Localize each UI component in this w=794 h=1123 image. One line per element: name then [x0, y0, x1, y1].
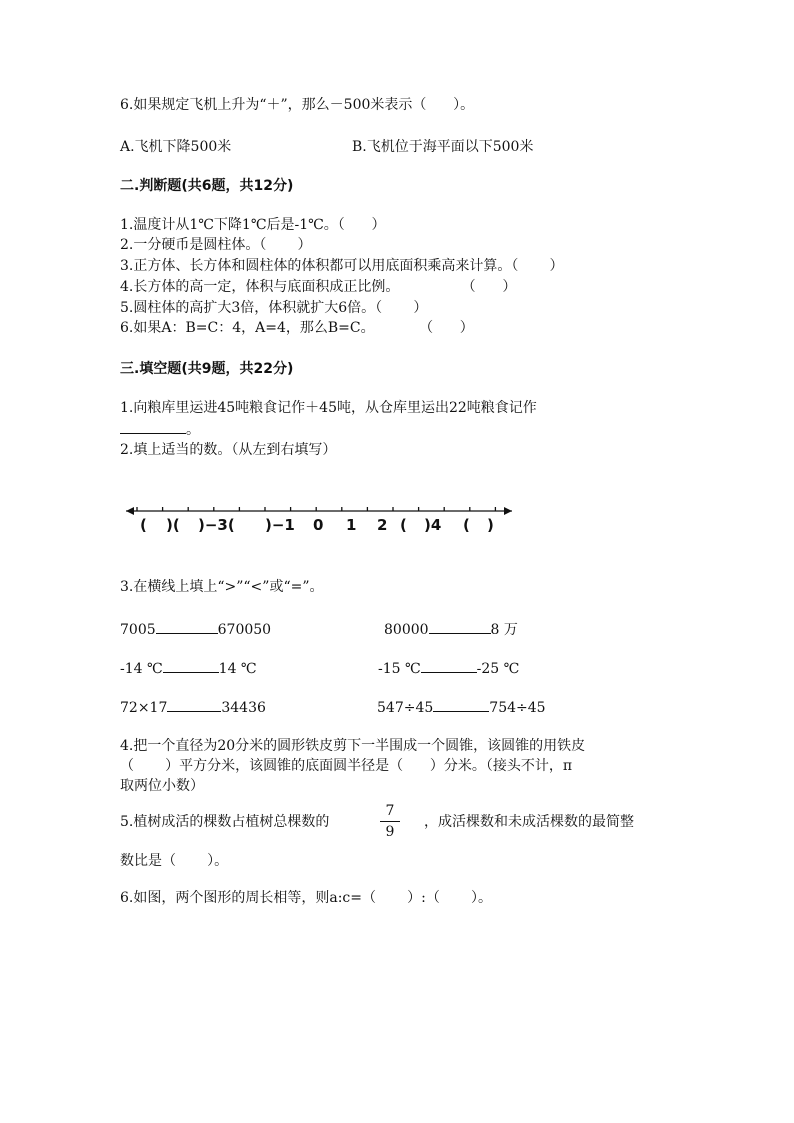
- nl-label-1: (: [140, 516, 147, 534]
- fill-q1-line2: 。: [120, 419, 200, 439]
- nl-label-11: ): [487, 516, 494, 534]
- answer-blank[interactable]: [433, 697, 489, 712]
- answer-blank[interactable]: [429, 619, 491, 634]
- nl-label-4: )−1: [265, 516, 295, 534]
- nl-label-6: 1: [346, 516, 357, 534]
- nl-label-7: 2: [377, 516, 388, 534]
- compare-4: -15 ℃ -25 ℃: [378, 658, 519, 678]
- fill-q4-line2: （ ）平方分米，该圆锥的底面圆半径是（ ）分米。（接头不计，π: [120, 758, 573, 774]
- judge-item-5: 5.圆柱体的高扩大3倍，体积就扩大6倍。（ ）: [120, 300, 428, 316]
- fill-q4-line1: 4.把一个直径为20分米的圆形铁皮剪下一半围成一个圆锥，该圆锥的用铁皮: [120, 738, 586, 754]
- nl-label-10: (: [463, 516, 470, 534]
- fill-q5-before: 5.植树成活的棵数占植树总棵数的: [120, 814, 330, 830]
- fill-q6: 6.如图，两个图形的周长相等，则a:c=（ ）:（ ）。: [120, 890, 493, 906]
- judge-item-4: 4.长方体的高一定，体积与底面积成正比例。 （ ）: [120, 279, 517, 295]
- judge-item-1: 1.温度计从1℃下降1℃后是-1℃。（ ）: [120, 217, 386, 233]
- nl-label-9: )4: [424, 516, 442, 534]
- fraction-7-9: 7 9: [380, 803, 400, 840]
- judge-item-6: 6.如果A：B=C：4，A=4，那么B=C。 （ ）: [120, 320, 474, 336]
- fill-q4-line3: 取两位小数）: [120, 778, 204, 794]
- section2-heading: 二.判断题(共6题，共12分): [120, 178, 294, 194]
- judge-item-2: 2.一分硬币是圆柱体。（ ）: [120, 237, 312, 253]
- compare-6: 547÷45 754÷45: [377, 697, 546, 717]
- fill-q1-line1: 1.向粮库里运进45吨粮食记作＋45吨，从仓库里运出22吨粮食记作: [120, 400, 537, 416]
- fill-q5-after: ，成活棵数和未成活棵数的最简整: [424, 814, 634, 830]
- nl-label-3: )−3(: [198, 516, 235, 534]
- compare-3: -14 ℃ 14 ℃: [120, 658, 257, 678]
- judge-item-3: 3.正方体、长方体和圆柱体的体积都可以用底面积乘高来计算。（ ）: [120, 258, 564, 274]
- nl-label-5: 0: [313, 516, 324, 534]
- fill-q3: 3.在横线上填上“>”“<”或“=”。: [120, 579, 324, 595]
- answer-blank[interactable]: [421, 658, 477, 673]
- section3-heading: 三.填空题(共9题，共22分): [120, 361, 294, 377]
- q6-option-b: B.飞机位于海平面以下500米: [352, 139, 534, 155]
- fill-q2: 2.填上适当的数。（从左到右填写）: [120, 442, 337, 458]
- number-line: [0, 490, 794, 550]
- answer-blank[interactable]: [167, 697, 221, 712]
- answer-blank[interactable]: [156, 619, 218, 634]
- q6-choice-question: 6.如果规定飞机上升为“＋”，那么－500米表示（ ）。: [120, 97, 475, 113]
- compare-2: 80000 8 万: [384, 619, 518, 639]
- answer-blank[interactable]: [120, 419, 186, 434]
- compare-1: 7005 670050: [120, 619, 271, 639]
- nl-label-2: )(: [166, 516, 180, 534]
- nl-label-8: (: [400, 516, 407, 534]
- fill-q5-line2: 数比是（ ）。: [120, 853, 229, 869]
- compare-5: 72×17 34436: [120, 697, 266, 717]
- q6-option-a: A.飞机下降500米: [120, 139, 232, 155]
- answer-blank[interactable]: [163, 658, 219, 673]
